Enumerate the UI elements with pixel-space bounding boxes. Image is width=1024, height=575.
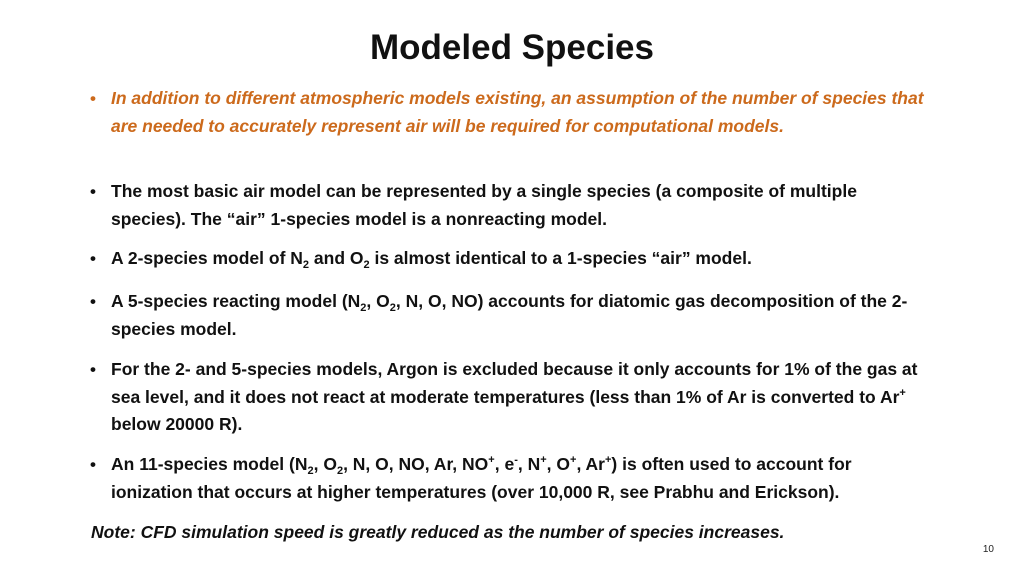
note-text: Note: CFD simulation speed is greatly reduced as the number of species increases. [91, 522, 785, 542]
page-number: 10 [982, 544, 994, 555]
bullet-item-5 [90, 356, 930, 439]
bullet-item-6 [90, 451, 930, 506]
bullet-icon: • [90, 455, 96, 474]
bullet-text: In addition to different atmospheric models existing, an assumption of the number of species that are needed to accurately represent air will be required for computational models. [111, 88, 924, 136]
slide-title: Modeled Species [370, 28, 654, 67]
bullet-item-2 [90, 178, 930, 233]
bullet-text: For the 2- and 5-species models, Argon is excluded because it only accounts for 1% of the gas at sea level, and it does not react at moderate temperatures (less than 1% of Ar is converted to Ar+ below 20000 R). [111, 359, 918, 434]
bullet-icon: • [90, 360, 96, 379]
bullet-icon: • [90, 249, 96, 268]
bullet-icon: • [90, 292, 96, 311]
bullet-item-1 [90, 85, 930, 140]
bullet-icon: • [90, 182, 96, 201]
bullet-text: The most basic air model can be represented by a single species (a composite of multiple species). The “air” 1-species model is a nonreacting model. [111, 181, 857, 229]
bullet-item-4 [90, 288, 930, 343]
bullet-item-3 [90, 245, 930, 273]
bullet-text: A 2-species model of $N_2$ and $O_2$ is almost identical to a 1-species “air” model. [111, 248, 752, 271]
bullet-icon: • [90, 89, 96, 108]
bullet-text: A 5-species reacting model ($N_2$, $O_2$, N, O, NO) accounts for diatomic gas decomposition of the 2-species model. [111, 291, 908, 339]
bullet-text: An 11-species model ($N_2$, $O_2$, N, O, NO, Ar, NO+, e-, N+, O+, Ar+) is often used to account for ionization that occurs at higher temperatures (over 10,000 R, see Prabhu and Erickson). [111, 454, 852, 502]
